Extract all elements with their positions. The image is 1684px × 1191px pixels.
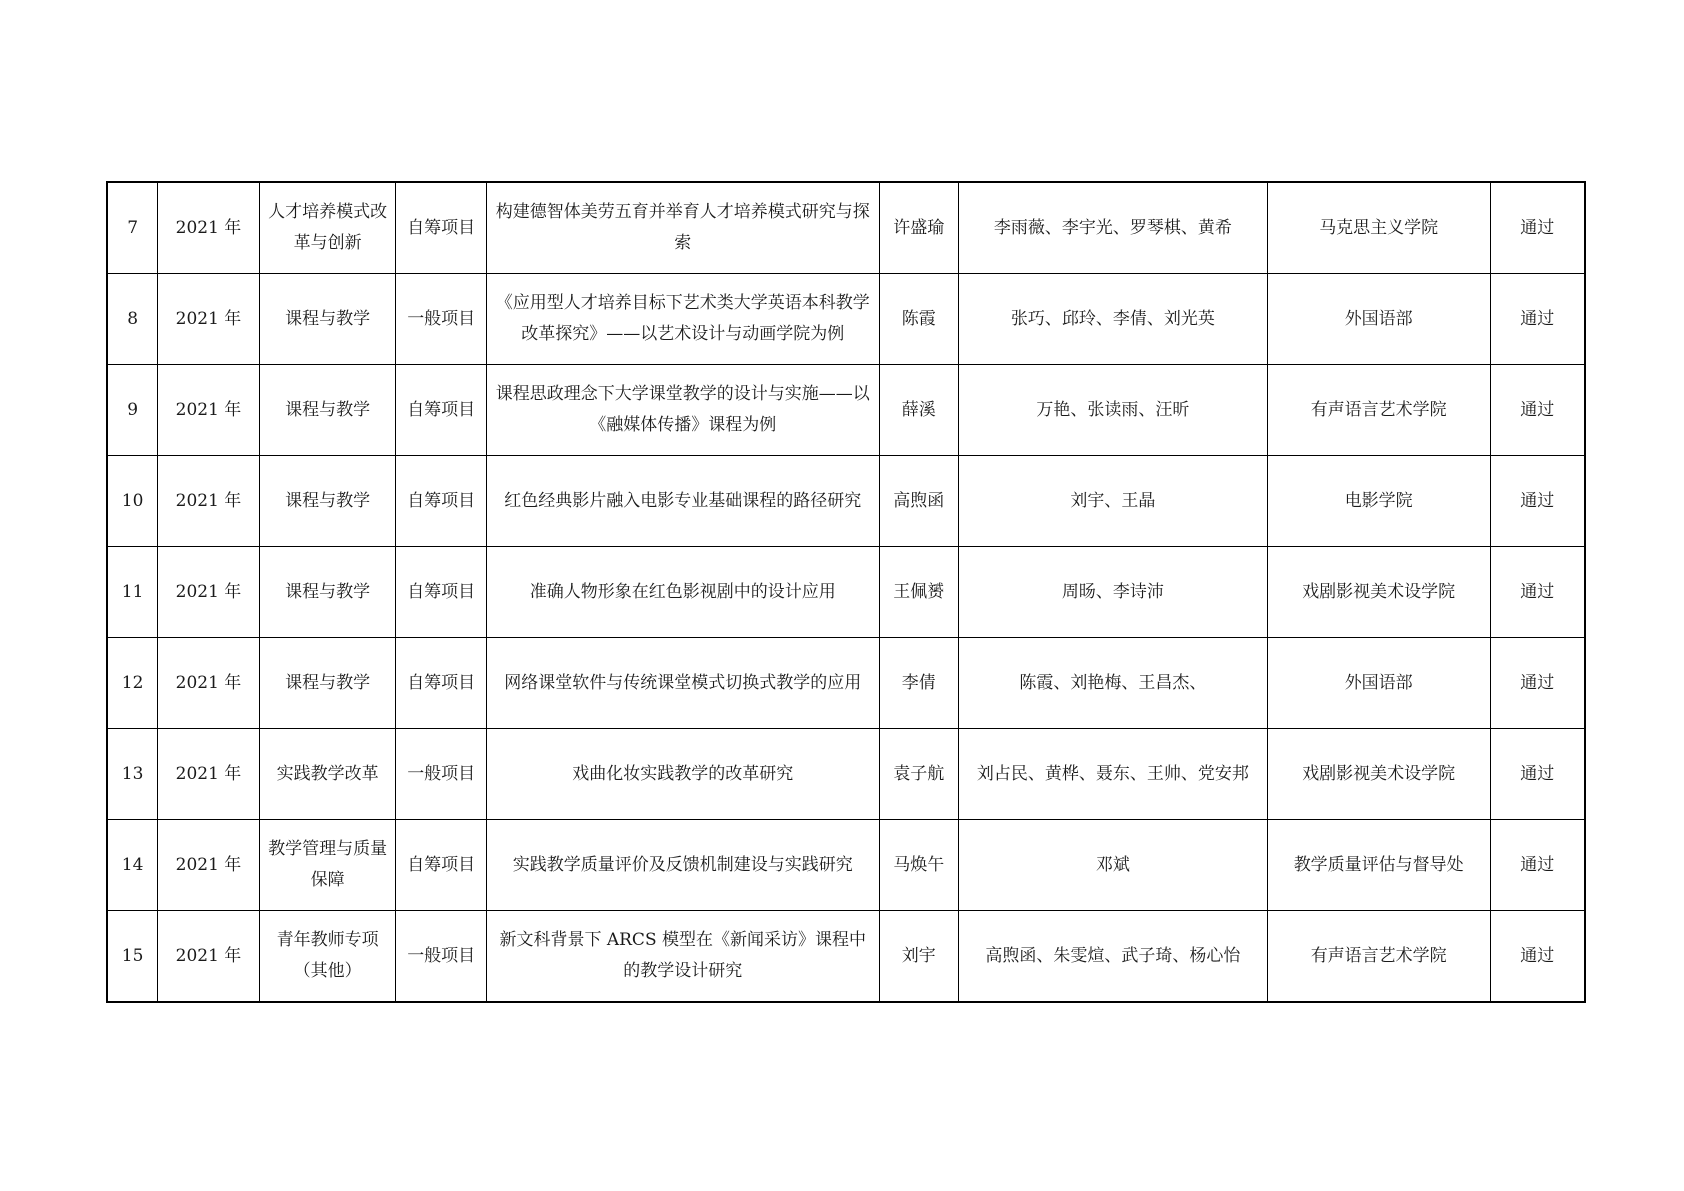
project-result: 通过 — [1490, 274, 1585, 365]
row-number: 15 — [107, 911, 158, 1003]
project-year: 2021 年 — [158, 638, 259, 729]
project-leader: 袁子航 — [879, 729, 958, 820]
project-result: 通过 — [1490, 820, 1585, 911]
project-category: 课程与教学 — [259, 547, 396, 638]
project-title: 构建德智体美劳五育并举育人才培养模式研究与探索 — [486, 182, 879, 274]
project-members: 周旸、李诗沛 — [958, 547, 1267, 638]
project-category: 青年教师专项（其他） — [259, 911, 396, 1003]
row-number: 9 — [107, 365, 158, 456]
row-number: 14 — [107, 820, 158, 911]
table-row — [107, 182, 1585, 274]
project-members: 邓斌 — [958, 820, 1267, 911]
project-title: 《应用型人才培养目标下艺术类大学英语本科教学改革探究》——以艺术设计与动画学院为例 — [486, 274, 879, 365]
project-year: 2021 年 — [158, 547, 259, 638]
project-title: 网络课堂软件与传统课堂模式切换式教学的应用 — [486, 638, 879, 729]
project-unit: 戏剧影视美术设学院 — [1267, 547, 1490, 638]
project-members: 高煦函、朱雯煊、武子琦、杨心怡 — [958, 911, 1267, 1003]
project-year: 2021 年 — [158, 365, 259, 456]
project-category: 实践教学改革 — [259, 729, 396, 820]
table-row — [107, 456, 1585, 547]
project-title: 准确人物形象在红色影视剧中的设计应用 — [486, 547, 879, 638]
row-number: 8 — [107, 274, 158, 365]
project-category: 教学管理与质量保障 — [259, 820, 396, 911]
project-leader: 李倩 — [879, 638, 958, 729]
row-number: 11 — [107, 547, 158, 638]
project-type: 一般项目 — [396, 911, 486, 1003]
project-type: 自筹项目 — [396, 820, 486, 911]
project-year: 2021 年 — [158, 182, 259, 274]
project-title: 课程思政理念下大学课堂教学的设计与实施——以《融媒体传播》课程为例 — [486, 365, 879, 456]
project-type: 自筹项目 — [396, 456, 486, 547]
project-leader: 王佩赟 — [879, 547, 958, 638]
project-leader: 许盛瑜 — [879, 182, 958, 274]
project-year: 2021 年 — [158, 820, 259, 911]
project-year: 2021 年 — [158, 729, 259, 820]
project-category: 课程与教学 — [259, 365, 396, 456]
project-category: 课程与教学 — [259, 274, 396, 365]
project-type: 一般项目 — [396, 274, 486, 365]
project-leader: 陈霞 — [879, 274, 958, 365]
project-title: 新文科背景下 ARCS 模型在《新闻采访》课程中的教学设计研究 — [486, 911, 879, 1003]
project-result: 通过 — [1490, 729, 1585, 820]
table-row — [107, 365, 1585, 456]
project-unit: 外国语部 — [1267, 274, 1490, 365]
project-unit: 教学质量评估与督导处 — [1267, 820, 1490, 911]
project-members: 万艳、张读雨、汪昕 — [958, 365, 1267, 456]
project-result: 通过 — [1490, 365, 1585, 456]
table-row — [107, 911, 1585, 1003]
project-result: 通过 — [1490, 638, 1585, 729]
project-title: 实践教学质量评价及反馈机制建设与实践研究 — [486, 820, 879, 911]
row-number: 10 — [107, 456, 158, 547]
project-members: 刘宇、王晶 — [958, 456, 1267, 547]
project-year: 2021 年 — [158, 911, 259, 1003]
row-number: 12 — [107, 638, 158, 729]
project-result: 通过 — [1490, 547, 1585, 638]
project-title: 戏曲化妆实践教学的改革研究 — [486, 729, 879, 820]
project-result: 通过 — [1490, 182, 1585, 274]
table-row — [107, 820, 1585, 911]
project-unit: 有声语言艺术学院 — [1267, 911, 1490, 1003]
project-unit: 电影学院 — [1267, 456, 1490, 547]
project-unit: 戏剧影视美术设学院 — [1267, 729, 1490, 820]
row-number: 7 — [107, 182, 158, 274]
project-category: 人才培养模式改革与创新 — [259, 182, 396, 274]
project-table — [106, 181, 1586, 1003]
project-year: 2021 年 — [158, 456, 259, 547]
project-leader: 马焕午 — [879, 820, 958, 911]
project-members: 陈霞、刘艳梅、王昌杰、 — [958, 638, 1267, 729]
project-members: 刘占民、黄桦、聂东、王帅、党安邦 — [958, 729, 1267, 820]
project-type: 自筹项目 — [396, 365, 486, 456]
project-category: 课程与教学 — [259, 638, 396, 729]
project-category: 课程与教学 — [259, 456, 396, 547]
project-result: 通过 — [1490, 911, 1585, 1003]
table-row — [107, 547, 1585, 638]
project-unit: 有声语言艺术学院 — [1267, 365, 1490, 456]
project-type: 自筹项目 — [396, 182, 486, 274]
table-row — [107, 638, 1585, 729]
table-row — [107, 274, 1585, 365]
project-leader: 刘宇 — [879, 911, 958, 1003]
project-type: 自筹项目 — [396, 638, 486, 729]
project-type: 一般项目 — [396, 729, 486, 820]
project-result: 通过 — [1490, 456, 1585, 547]
project-leader: 高煦函 — [879, 456, 958, 547]
project-type: 自筹项目 — [396, 547, 486, 638]
project-year: 2021 年 — [158, 274, 259, 365]
project-leader: 薛溪 — [879, 365, 958, 456]
project-unit: 外国语部 — [1267, 638, 1490, 729]
row-number: 13 — [107, 729, 158, 820]
project-members: 张巧、邱玲、李倩、刘光英 — [958, 274, 1267, 365]
table-row — [107, 729, 1585, 820]
project-title: 红色经典影片融入电影专业基础课程的路径研究 — [486, 456, 879, 547]
project-members: 李雨薇、李宇光、罗琴棋、黄希 — [958, 182, 1267, 274]
project-unit: 马克思主义学院 — [1267, 182, 1490, 274]
